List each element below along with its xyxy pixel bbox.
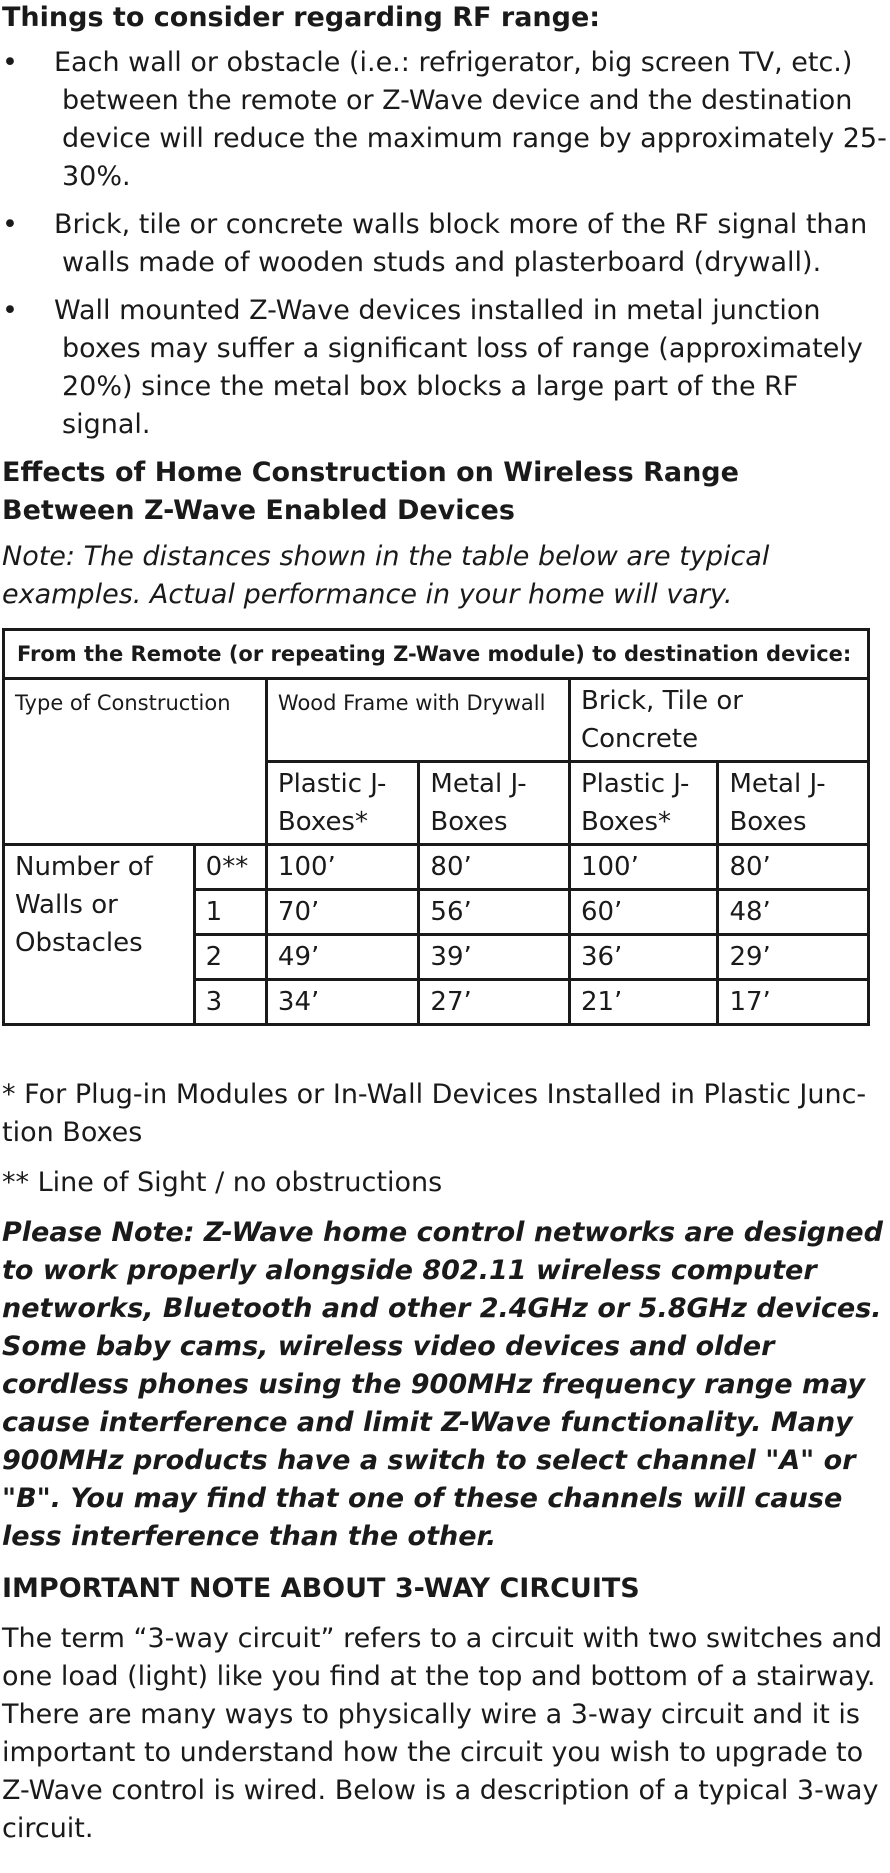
table-cell: 21’	[569, 980, 718, 1025]
bullet-icon: •	[2, 295, 18, 326]
brick-plastic-header: Plastic J-Boxes*	[569, 762, 718, 845]
walls-obstacles-label: Number of Walls or Obstacles	[4, 845, 195, 1025]
table-cell: 27’	[419, 980, 570, 1025]
document-page	[2, 0, 887, 1848]
list-item: • Brick, tile or concrete walls block more of the RF signal than walls made of wooden studs and plasterboard (drywall).	[2, 206, 887, 282]
brick-tile-header: Brick, Tile or Concrete	[569, 679, 868, 762]
three-way-heading: IMPORTANT NOTE ABOUT 3-WAY CIRCUITS	[2, 1573, 640, 1604]
range-table	[2, 628, 870, 1026]
rf-range-heading: Things to consider regarding RF range:	[2, 2, 601, 33]
table-cell: 48’	[718, 890, 869, 935]
typical-examples-note: Note: The distances shown in the table below are typical examples. Actual performance in your home will vary.	[2, 541, 770, 610]
table-cell: 100’	[266, 845, 419, 890]
table-cell: 29’	[718, 935, 869, 980]
walls-count: 0**	[194, 845, 266, 890]
table-cell: 56’	[419, 890, 570, 935]
brick-metal-header: Metal J-Boxes	[718, 762, 869, 845]
wood-frame-header: Wood Frame with Drywall	[266, 679, 569, 762]
list-item: • Wall mounted Z-Wave devices installed in metal junction boxes may suffer a significant loss of range (approximately 20%) since the metal box blocks a large part of the RF signal.	[2, 292, 887, 444]
table-cell: 39’	[419, 935, 570, 980]
table-cell: 70’	[266, 890, 419, 935]
list-item: • Each wall or obstacle (i.e.: refrigerator, big screen TV, etc.) between the remote or Z-Wave device and the destination device will reduce the maximum range by approximately 25-30%.	[2, 44, 887, 196]
walls-count: 3	[194, 980, 266, 1025]
table-cell: 60’	[569, 890, 718, 935]
bullet-icon: •	[2, 209, 18, 240]
footnote-single-asterisk: * For Plug-in Modules or In-Wall Devices Installed in Plastic Junc-tion Boxes	[2, 1079, 867, 1148]
rf-range-list	[2, 44, 887, 444]
footnote-double-asterisk: ** Line of Sight / no obstructions	[2, 1167, 443, 1198]
table-cell: 17’	[718, 980, 869, 1025]
please-note-paragraph: Please Note: Z-Wave home control networks are designed to work properly alongside 802.11 wireless computer networks, Bluetooth and other 2.4GHz or 5.8GHz devices. Some baby cams, wireless video devices and older cordless phones using the 900MHz frequency range may cause interference and limit Z-Wave functionality. Many 900MHz products have a switch to select channel "A" or "B". You may find that one of these channels will cause less interference than the other.	[2, 1217, 883, 1552]
table-cell: 36’	[569, 935, 718, 980]
walls-count: 1	[194, 890, 266, 935]
table-caption: From the Remote (or repeating Z-Wave module) to destination device:	[4, 630, 869, 679]
table-cell: 34’	[266, 980, 419, 1025]
table-cell: 80’	[718, 845, 869, 890]
wood-metal-header: Metal J-Boxes	[419, 762, 570, 845]
type-of-construction-label: Type of Construction	[4, 679, 267, 845]
walls-count: 2	[194, 935, 266, 980]
table-cell: 100’	[569, 845, 718, 890]
table-cell: 80’	[419, 845, 570, 890]
table-row	[4, 845, 869, 890]
three-way-paragraph: The term “3-way circuit” refers to a circuit with two switches and one load (light) like you find at the top and bottom of a stairway. There are many ways to physically wire a 3-way circuit and it is important to understand how the circuit you wish to upgrade to Z-Wave control is wired. Below is a description of a typical 3-way circuit.	[2, 1623, 883, 1844]
wood-plastic-header: Plastic J-Boxes*	[266, 762, 419, 845]
bullet-icon: •	[2, 47, 18, 78]
table-cell: 49’	[266, 935, 419, 980]
construction-heading: Effects of Home Construction on Wireless Range Between Z-Wave Enabled Devices	[2, 457, 739, 526]
